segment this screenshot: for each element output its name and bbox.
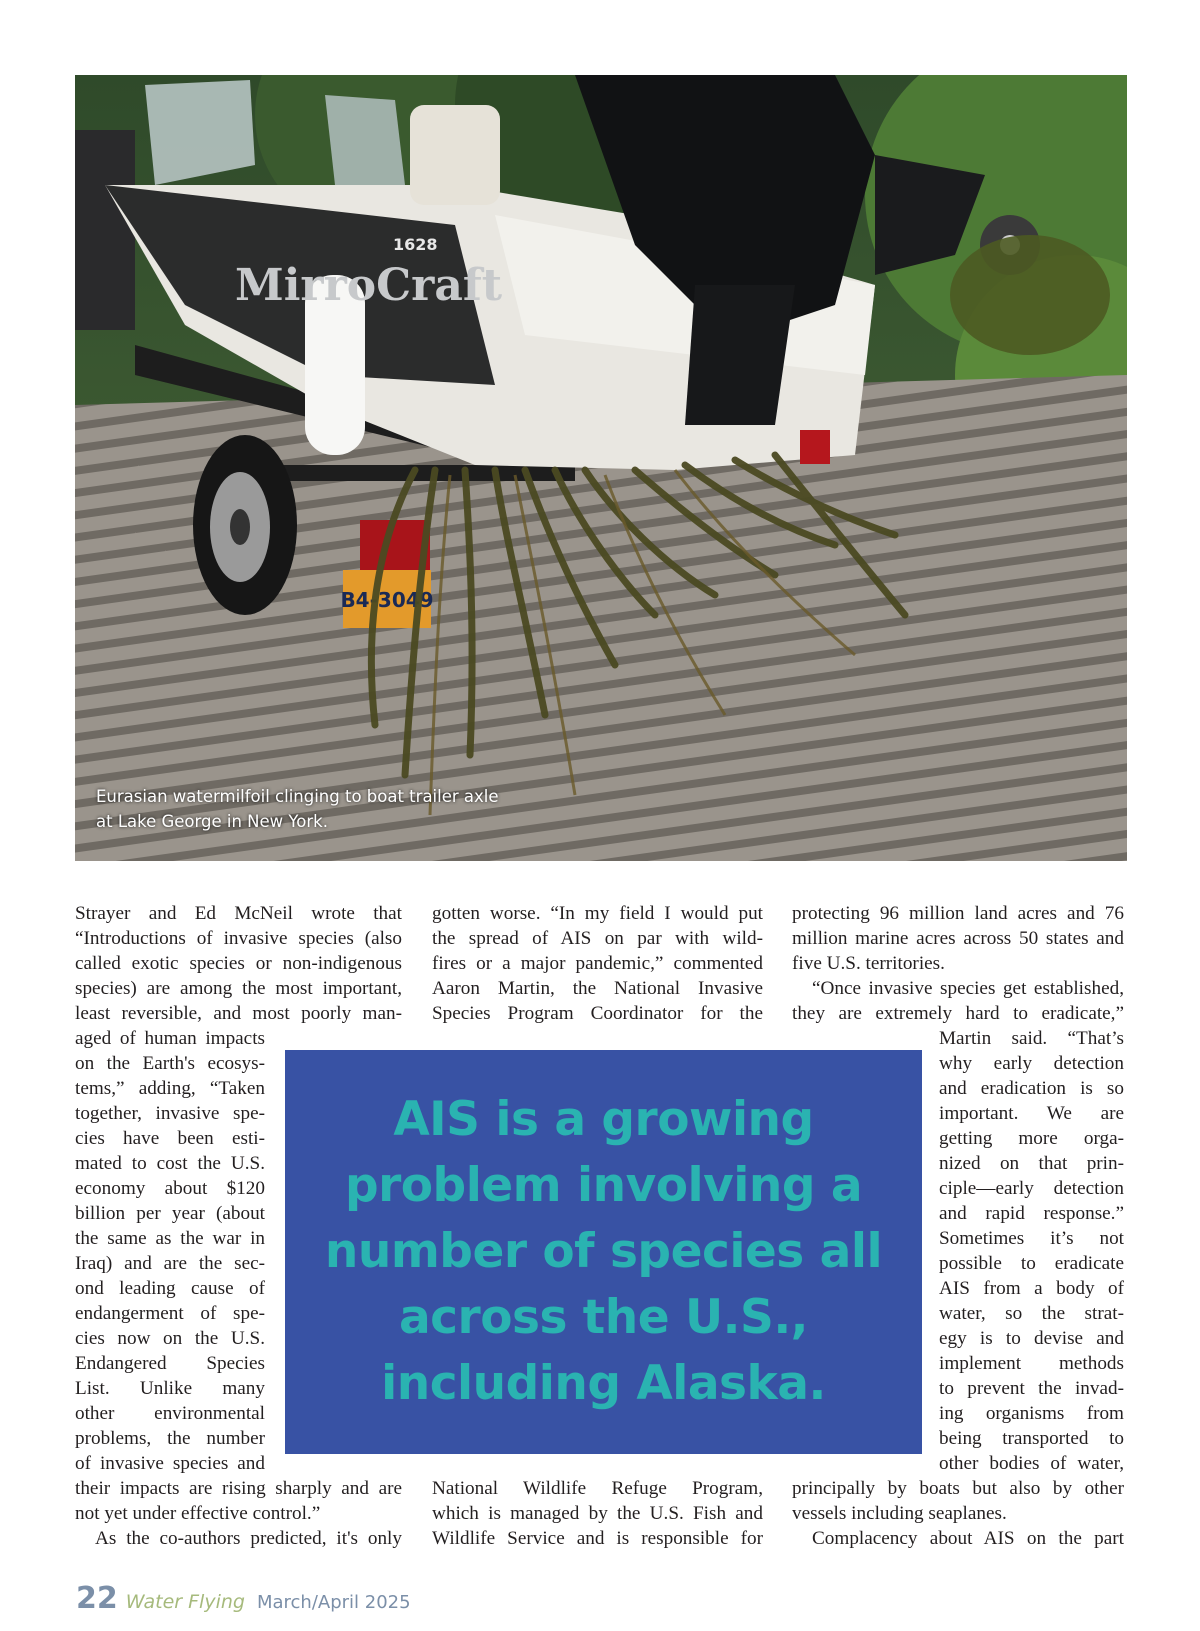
column-3-wrap [939,1026,1124,1476]
text-line: million marine acres across 50 states and [792,928,1124,949]
pull-quote-box [285,1050,922,1454]
text-line: together, invasive spe- [75,1103,265,1124]
text-line: their impacts are rising sharply and are [75,1478,402,1499]
text-line: mated to cost the U.S. [75,1153,265,1174]
text-line: being transported to [939,1428,1124,1449]
text-line: List. Unlike many [75,1378,265,1399]
text-line: Species Program Coordinator for the [432,1003,763,1024]
text-line: ing organisms from [939,1403,1124,1424]
text-line: AIS from a body of [939,1278,1124,1299]
text-line: to prevent the invad- [939,1378,1124,1399]
text-line: not yet under effective control.” [75,1503,321,1524]
text-line: ciple—early detection [939,1178,1124,1199]
text-line: Martin said. “That’s [939,1028,1124,1049]
text-line: nized on that prin- [939,1153,1124,1174]
text-line: economy about $120 [75,1178,265,1199]
text-line: Iraq) and are the sec- [75,1253,265,1274]
photo-caption: Eurasian watermilfoil clinging to boat trailer axle at Lake George in New York. [96,787,499,831]
text-line: Endangered Species [75,1353,265,1374]
text-line: cies now on the U.S. [75,1328,265,1349]
column-3-bottom [792,1476,1124,1551]
text-line: possible to eradicate [939,1253,1124,1274]
text-line: called exotic species or non-indigenous [75,953,402,974]
text-line: getting more orga- [939,1128,1124,1149]
boat-trailer-illustration [75,75,1127,861]
text-line: water, so the strat- [939,1303,1124,1324]
text-line: the same as the war in [75,1228,265,1249]
text-line: implement methods [939,1353,1124,1374]
text-line: of invasive species and [75,1453,265,1474]
pull-quote-text: AIS is a growing problem involving a number of species all across the U.S., including Alaska. [324,1092,883,1411]
page-footer [76,1581,411,1621]
text-line: Strayer and Ed McNeil wrote that [75,903,402,924]
issue-date: March/April 2025 [256,1592,411,1613]
text-line: and rapid response.” [939,1203,1124,1224]
column-1-top [75,901,402,1026]
column-2-bottom [432,1476,763,1551]
text-line: Aaron Martin, the National Invasive [432,978,763,999]
svg-text:B4-3049: B4-3049 [340,588,434,612]
column-1-bottom [75,1476,402,1551]
text-line: which is managed by the U.S. Fish and [432,1503,763,1524]
text-line: tems,” adding, “Taken [75,1078,265,1099]
feature-photo [75,75,1127,861]
text-line: other bodies of water, [939,1453,1124,1474]
text-line: “Introductions of invasive species (also [75,928,402,949]
text-line: cies have been esti- [75,1128,265,1149]
text-line: the spread of AIS on par with wild- [432,928,763,949]
svg-text:MirroCraft: MirroCraft [235,260,503,311]
svg-text:1628: 1628 [393,235,438,254]
text-line: endangerment of spe- [75,1303,265,1324]
text-line: As the co-authors predicted, it's only [95,1528,402,1549]
text-line: on the Earth's ecosys- [75,1053,265,1074]
column-3-top [792,901,1124,1026]
text-line: National Wildlife Refuge Program, [432,1478,763,1499]
magazine-name: Water Flying [125,1591,245,1613]
text-line: Complacency about AIS on the part [812,1528,1124,1549]
text-line: problems, the number [75,1428,265,1449]
column-2-top [432,901,763,1026]
text-line: aged of human impacts [75,1028,265,1049]
text-line: egy is to devise and [939,1328,1124,1349]
text-line: other environmental [75,1403,265,1424]
text-line: species) are among the most important, [75,978,402,999]
text-line: important. We are [939,1103,1124,1124]
text-line: principally by boats but also by other [792,1478,1124,1499]
page-number: 22 [76,1581,118,1616]
text-line: Wildlife Service and is responsible for [432,1528,763,1549]
text-line: billion per year (about [75,1203,265,1224]
text-line: five U.S. territories. [792,953,945,974]
text-line: fires or a major pandemic,” commented [432,953,763,974]
text-line: least reversible, and most poorly man- [75,1003,402,1024]
text-line: protecting 96 million land acres and 76 [792,903,1124,924]
text-line: why early detection [939,1053,1124,1074]
text-line: ond leading cause of [75,1278,265,1299]
text-line: gotten worse. “In my field I would put [432,903,763,924]
text-line: Sometimes it’s not [939,1228,1124,1249]
text-line: “Once invasive species get established, [812,978,1124,999]
text-line: they are extremely hard to eradicate,” [792,1003,1124,1024]
column-1-wrap [75,1026,265,1476]
text-line: and eradication is so [939,1078,1124,1099]
text-line: vessels including seaplanes. [792,1503,1007,1524]
